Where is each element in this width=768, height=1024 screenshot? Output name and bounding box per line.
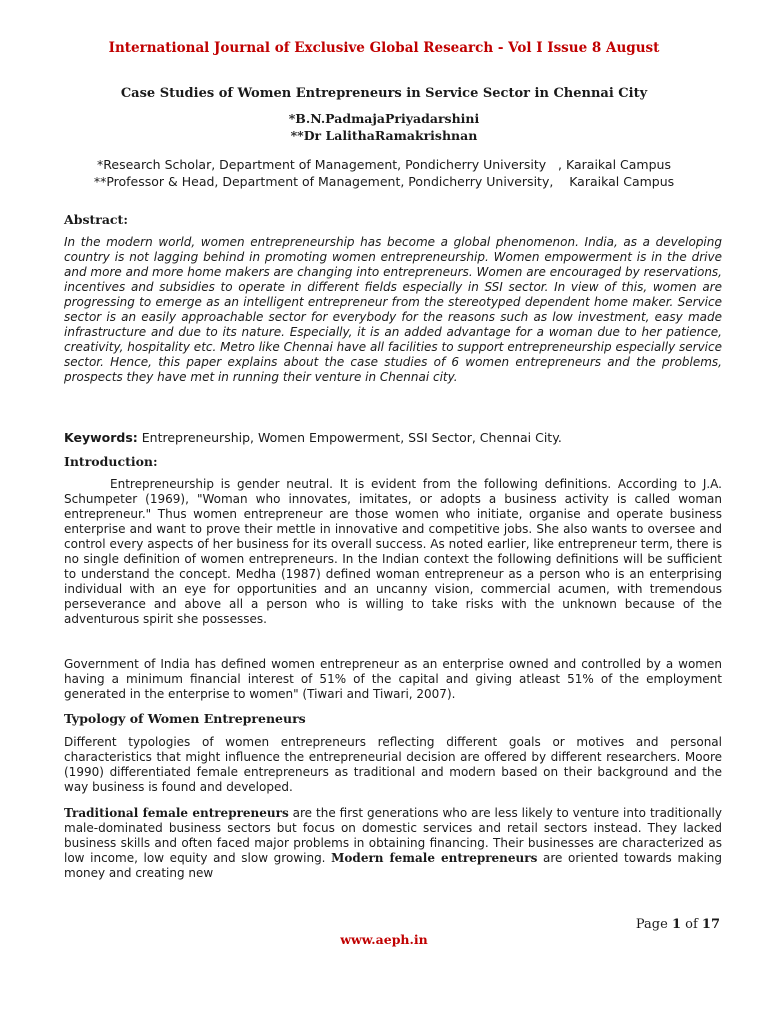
abstract-heading: Abstract: (64, 212, 128, 227)
introduction-paragraph-2: Government of India has defined women entrepreneur as an enterprise owned and controlled by a women having a minimum financial interest of 51% of the capital and giving atleast 51% of the employment generated in the enterprise to women" (Tiwari and Tiwari, 2007). (64, 657, 722, 701)
page-word: Page (635, 917, 672, 932)
affiliation-list (0, 156, 768, 190)
traditional-entrepreneurs-text: are the first generations who are less likely to venture into traditionally male-dominated business sectors but focus on domestic services and retail sectors instead. They lacked business skills and often faced major problems in obtaining financing. Their businesses are characterized as low income, low equity and slow growing. (64, 806, 722, 865)
typology-heading: Typology of Women Entrepreneurs (64, 711, 306, 726)
journal-header: International Journal of Exclusive Global Research - Vol I Issue 8 August (108, 40, 660, 56)
keywords-label: Keywords: (64, 430, 138, 445)
keywords-text: Entrepreneurship, Women Empowerment, SSI Sector, Chennai City. (137, 430, 562, 445)
introduction-paragraph-1: Entrepreneurship is gender neutral. It is evident from the following definitions. According to J.A. Schumpeter (1969), "Woman who innovates, imitates, or adopts a business activity is called woman entrepreneur." Thus women entrepreneur are those women who initiate, organise and operate business enterprise and want to prove their mettle in innovative and competitive jobs. She also wants to oversee and control every aspects of her business for its overall success. As noted earlier, like entrepreneur term, there is no single definition of women entrepreneurs. In the Indian context the following definitions will be sufficient to understand the concept. Medha (1987) defined woman entrepreneur as a person who is an enterprising individual with an eye for opportunities and an uncanny vision, commercial acumen, with tremendous perseverance and above all a person who is willing to take risks with the unknown because of the adventurous spirit she possesses. (64, 477, 722, 626)
author-list (0, 110, 768, 144)
modern-entrepreneurs-text: are oriented towards making money and creating new (64, 851, 723, 880)
author-2: **Dr LalithaRamakrishnan (290, 128, 478, 143)
author-1: *B.N.PadmajaPriyadarshini (288, 111, 480, 126)
of-word: of (681, 917, 702, 932)
page-total: 17 (701, 917, 720, 932)
modern-entrepreneurs-term: Modern female entrepreneurs (331, 851, 538, 865)
page-current: 1 (671, 917, 681, 932)
introduction-heading: Introduction: (64, 454, 158, 469)
typology-paragraph-1: Different typologies of women entrepreneurs reflecting different goals or motives and personal characteristics that might influence the entrepreneurial decision are offered by different researchers. Moore (1990) differentiated female entrepreneurs as traditional and modern based on their background and the way business is found and developed. (64, 735, 722, 794)
affiliation-1: *Research Scholar, Department of Management, Pondicherry University , Karaikal Campus (97, 157, 671, 172)
keywords-line (64, 430, 722, 445)
paper-title: Case Studies of Women Entrepreneurs in Service Sector in Chennai City (120, 86, 648, 101)
traditional-entrepreneurs-term: Traditional female entrepreneurs (64, 806, 289, 820)
typology-paragraph-2 (64, 806, 722, 881)
page-number (636, 917, 720, 932)
footer-url-link[interactable]: www.aeph.in (340, 932, 428, 947)
abstract-text: In the modern world, women entrepreneurship has become a global phenomenon. India, as a developing country is not lagging behind in promoting women entrepreneurship. Women empowerment is in the drive and more and more home makers are changing into entrepreneurs. Women are encouraged by reservations, incentives and subsidies to operate in different fields especially in SSI sector. In view of this, women are progressing to emerge as an intelligent entrepreneur from the stereotyped dependent home maker. Service sector is an easily approachable sector for everybody for the reasons such as low investment, easy made infrastructure and due to its nature. Especially, it is an added advantage for a woman due to her patience, creativity, hospitality etc. Metro like Chennai have all facilities to support entrepreneurship especially service sector. Hence, this paper explains about the case studies of 6 women entrepreneurs and the problems, prospects they have met in running their venture in Chennai city. (64, 235, 722, 384)
affiliation-2: **Professor & Head, Department of Management, Pondicherry University, Karaikal Campus (93, 174, 675, 189)
